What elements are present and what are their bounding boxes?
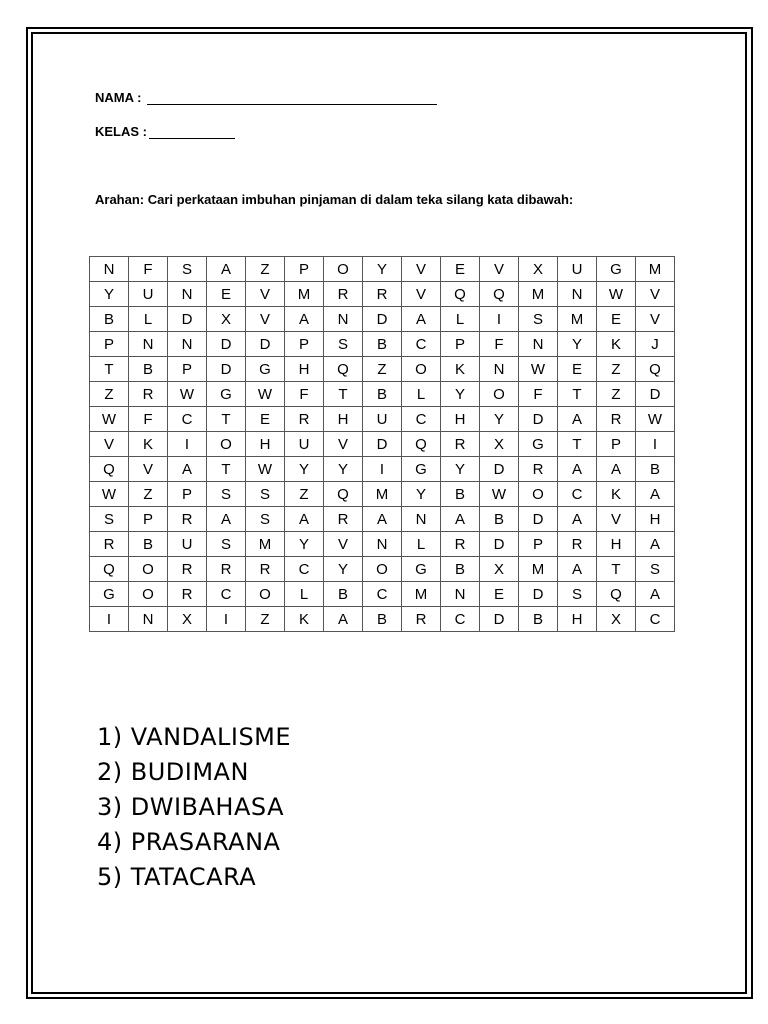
name-label: NAMA : <box>95 90 142 105</box>
grid-cell: M <box>285 282 324 307</box>
name-field <box>95 90 437 105</box>
grid-cell: D <box>246 332 285 357</box>
grid-cell: N <box>363 532 402 557</box>
grid-cell: T <box>90 357 129 382</box>
grid-cell: X <box>480 432 519 457</box>
grid-cell: T <box>207 457 246 482</box>
grid-row <box>90 307 675 332</box>
grid-row <box>90 607 675 632</box>
grid-cell: C <box>285 557 324 582</box>
grid-cell: Q <box>90 557 129 582</box>
grid-cell: N <box>480 357 519 382</box>
grid-cell: U <box>363 407 402 432</box>
grid-cell: Q <box>441 282 480 307</box>
grid-cell: A <box>441 507 480 532</box>
grid-cell: M <box>558 307 597 332</box>
grid-cell: V <box>480 257 519 282</box>
grid-cell: O <box>324 257 363 282</box>
grid-cell: A <box>558 557 597 582</box>
grid-cell: A <box>363 507 402 532</box>
grid-cell: Z <box>597 382 636 407</box>
grid-cell: S <box>324 332 363 357</box>
grid-cell: I <box>207 607 246 632</box>
grid-cell: H <box>597 532 636 557</box>
grid-cell: A <box>168 457 207 482</box>
grid-cell: N <box>519 332 558 357</box>
grid-row <box>90 332 675 357</box>
grid-cell: A <box>558 507 597 532</box>
grid-cell: D <box>480 457 519 482</box>
grid-cell: R <box>168 557 207 582</box>
grid-cell: Y <box>285 457 324 482</box>
grid-cell: R <box>558 532 597 557</box>
grid-cell: Y <box>441 382 480 407</box>
grid-cell: Y <box>402 482 441 507</box>
grid-cell: Z <box>90 382 129 407</box>
grid-cell: L <box>402 532 441 557</box>
grid-cell: Z <box>246 607 285 632</box>
word-list-item: 3) DWIBAHASA <box>97 793 284 821</box>
grid-cell: A <box>402 307 441 332</box>
grid-cell: C <box>636 607 675 632</box>
grid-cell: W <box>246 382 285 407</box>
grid-cell: S <box>519 307 558 332</box>
grid-cell: L <box>285 582 324 607</box>
word-list-item: 5) TATACARA <box>97 863 257 891</box>
grid-cell: V <box>324 532 363 557</box>
grid-cell: A <box>207 257 246 282</box>
grid-cell: G <box>402 457 441 482</box>
grid-cell: W <box>519 357 558 382</box>
grid-cell: A <box>636 582 675 607</box>
grid-cell: S <box>207 532 246 557</box>
grid-cell: I <box>636 432 675 457</box>
grid-row <box>90 357 675 382</box>
grid-cell: D <box>363 307 402 332</box>
grid-cell: R <box>207 557 246 582</box>
grid-cell: X <box>597 607 636 632</box>
name-blank-line[interactable] <box>147 92 437 105</box>
grid-row <box>90 557 675 582</box>
grid-cell: R <box>90 532 129 557</box>
grid-cell: K <box>129 432 168 457</box>
grid-cell: L <box>402 382 441 407</box>
grid-cell: M <box>402 582 441 607</box>
grid-cell: F <box>129 257 168 282</box>
grid-cell: X <box>168 607 207 632</box>
grid-row <box>90 382 675 407</box>
grid-cell: R <box>168 507 207 532</box>
grid-cell: B <box>636 457 675 482</box>
grid-cell: E <box>441 257 480 282</box>
grid-cell: P <box>129 507 168 532</box>
grid-cell: I <box>363 457 402 482</box>
grid-cell: J <box>636 332 675 357</box>
grid-cell: X <box>480 557 519 582</box>
grid-cell: U <box>129 282 168 307</box>
grid-cell: E <box>207 282 246 307</box>
grid-cell: T <box>558 382 597 407</box>
grid-cell: D <box>207 332 246 357</box>
grid-cell: G <box>597 257 636 282</box>
grid-cell: B <box>129 532 168 557</box>
word-list-item: 4) PRASARANA <box>97 828 281 856</box>
grid-cell: Y <box>363 257 402 282</box>
grid-cell: Y <box>285 532 324 557</box>
class-field <box>95 124 235 139</box>
grid-row <box>90 507 675 532</box>
grid-cell: R <box>441 532 480 557</box>
grid-cell: G <box>90 582 129 607</box>
grid-cell: W <box>597 282 636 307</box>
grid-cell: K <box>441 357 480 382</box>
grid-cell: S <box>246 482 285 507</box>
grid-cell: E <box>480 582 519 607</box>
grid-cell: C <box>558 482 597 507</box>
grid-cell: F <box>285 382 324 407</box>
grid-cell: A <box>636 532 675 557</box>
grid-cell: O <box>129 582 168 607</box>
grid-cell: B <box>90 307 129 332</box>
grid-cell: D <box>168 307 207 332</box>
grid-cell: K <box>597 482 636 507</box>
grid-cell: U <box>558 257 597 282</box>
grid-cell: R <box>324 507 363 532</box>
grid-cell: I <box>90 607 129 632</box>
grid-cell: B <box>129 357 168 382</box>
grid-cell: H <box>636 507 675 532</box>
grid-cell: Z <box>597 357 636 382</box>
grid-cell: C <box>441 607 480 632</box>
grid-cell: W <box>480 482 519 507</box>
instruction-text: Arahan: Cari perkataan imbuhan pinjaman di dalam teka silang kata dibawah: <box>95 192 574 207</box>
grid-cell: D <box>519 507 558 532</box>
grid-cell: N <box>441 582 480 607</box>
grid-cell: Q <box>90 457 129 482</box>
grid-cell: R <box>285 407 324 432</box>
grid-cell: Q <box>324 482 363 507</box>
grid-cell: C <box>207 582 246 607</box>
grid-cell: Y <box>324 457 363 482</box>
grid-cell: P <box>597 432 636 457</box>
grid-cell: A <box>636 482 675 507</box>
grid-cell: G <box>519 432 558 457</box>
grid-cell: X <box>519 257 558 282</box>
grid-cell: O <box>246 582 285 607</box>
grid-cell: R <box>441 432 480 457</box>
grid-cell: S <box>246 507 285 532</box>
grid-cell: D <box>480 607 519 632</box>
grid-cell: V <box>636 307 675 332</box>
grid-cell: V <box>402 257 441 282</box>
grid-cell: C <box>402 332 441 357</box>
grid-cell: U <box>168 532 207 557</box>
grid-cell: Y <box>441 457 480 482</box>
grid-cell: T <box>558 432 597 457</box>
grid-cell: P <box>168 357 207 382</box>
grid-cell: A <box>597 457 636 482</box>
grid-cell: P <box>441 332 480 357</box>
grid-row <box>90 432 675 457</box>
grid-cell: A <box>558 457 597 482</box>
grid-cell: C <box>168 407 207 432</box>
grid-row <box>90 257 675 282</box>
grid-cell: C <box>402 407 441 432</box>
grid-cell: S <box>558 582 597 607</box>
grid-cell: N <box>90 257 129 282</box>
grid-cell: R <box>324 282 363 307</box>
grid-cell: D <box>519 407 558 432</box>
grid-cell: O <box>480 382 519 407</box>
grid-cell: R <box>519 457 558 482</box>
class-label: KELAS : <box>95 124 147 139</box>
grid-cell: V <box>90 432 129 457</box>
grid-cell: T <box>324 382 363 407</box>
grid-cell: H <box>324 407 363 432</box>
grid-cell: B <box>480 507 519 532</box>
grid-cell: H <box>246 432 285 457</box>
grid-cell: G <box>207 382 246 407</box>
grid-cell: Z <box>363 357 402 382</box>
grid-cell: R <box>246 557 285 582</box>
grid-cell: O <box>207 432 246 457</box>
grid-cell: Q <box>480 282 519 307</box>
grid-cell: A <box>324 607 363 632</box>
grid-cell: B <box>519 607 558 632</box>
word-search-grid <box>89 256 675 632</box>
grid-cell: P <box>285 332 324 357</box>
grid-cell: S <box>636 557 675 582</box>
grid-cell: Z <box>246 257 285 282</box>
class-blank-line[interactable] <box>149 126 235 139</box>
grid-cell: B <box>441 557 480 582</box>
grid-cell: H <box>285 357 324 382</box>
grid-cell: R <box>129 382 168 407</box>
grid-cell: V <box>597 507 636 532</box>
grid-cell: M <box>363 482 402 507</box>
grid-cell: R <box>363 282 402 307</box>
grid-cell: P <box>90 332 129 357</box>
grid-cell: D <box>363 432 402 457</box>
grid-cell: E <box>558 357 597 382</box>
grid-cell: S <box>207 482 246 507</box>
grid-cell: N <box>324 307 363 332</box>
grid-cell: M <box>246 532 285 557</box>
grid-cell: M <box>636 257 675 282</box>
grid-cell: R <box>168 582 207 607</box>
grid-cell: G <box>402 557 441 582</box>
grid-cell: D <box>207 357 246 382</box>
word-list-item: 2) BUDIMAN <box>97 758 249 786</box>
grid-cell: Y <box>90 282 129 307</box>
grid-cell: Y <box>558 332 597 357</box>
grid-cell: Q <box>324 357 363 382</box>
grid-cell: W <box>90 407 129 432</box>
grid-cell: A <box>285 507 324 532</box>
grid-cell: W <box>90 482 129 507</box>
grid-cell: W <box>246 457 285 482</box>
grid-row <box>90 532 675 557</box>
grid-cell: Z <box>285 482 324 507</box>
grid-cell: M <box>519 557 558 582</box>
grid-cell: B <box>324 582 363 607</box>
grid-cell: O <box>519 482 558 507</box>
word-list <box>97 720 291 895</box>
grid-cell: O <box>129 557 168 582</box>
grid-cell: V <box>402 282 441 307</box>
grid-cell: Q <box>402 432 441 457</box>
grid-cell: S <box>168 257 207 282</box>
grid-row <box>90 582 675 607</box>
grid-cell: R <box>597 407 636 432</box>
grid-cell: C <box>363 582 402 607</box>
grid-cell: V <box>246 307 285 332</box>
grid-cell: E <box>597 307 636 332</box>
grid-row <box>90 457 675 482</box>
grid-cell: O <box>363 557 402 582</box>
grid-cell: Y <box>480 407 519 432</box>
grid-cell: V <box>129 457 168 482</box>
grid-cell: N <box>129 607 168 632</box>
grid-cell: A <box>285 307 324 332</box>
grid-row <box>90 282 675 307</box>
grid-cell: P <box>285 257 324 282</box>
grid-row <box>90 407 675 432</box>
grid-cell: Z <box>129 482 168 507</box>
grid-cell: B <box>363 332 402 357</box>
grid-cell: P <box>168 482 207 507</box>
grid-cell: H <box>558 607 597 632</box>
grid-cell: T <box>597 557 636 582</box>
grid-cell: D <box>480 532 519 557</box>
grid-cell: D <box>519 582 558 607</box>
grid-cell: Q <box>597 582 636 607</box>
grid-cell: F <box>480 332 519 357</box>
grid-cell: F <box>519 382 558 407</box>
word-list-item: 1) VANDALISME <box>97 723 292 751</box>
grid-cell: A <box>558 407 597 432</box>
grid-cell: X <box>207 307 246 332</box>
grid-cell: L <box>129 307 168 332</box>
grid-cell: I <box>168 432 207 457</box>
grid-cell: K <box>285 607 324 632</box>
grid-cell: B <box>363 607 402 632</box>
grid-cell: L <box>441 307 480 332</box>
grid-cell: R <box>402 607 441 632</box>
grid-cell: B <box>441 482 480 507</box>
grid-row <box>90 482 675 507</box>
grid-cell: U <box>285 432 324 457</box>
grid-cell: V <box>324 432 363 457</box>
grid-cell: O <box>402 357 441 382</box>
grid-cell: Y <box>324 557 363 582</box>
grid-cell: W <box>168 382 207 407</box>
grid-cell: Q <box>636 357 675 382</box>
grid-cell: V <box>636 282 675 307</box>
grid-cell: P <box>519 532 558 557</box>
grid-cell: F <box>129 407 168 432</box>
grid-cell: M <box>519 282 558 307</box>
grid-cell: N <box>129 332 168 357</box>
grid-cell: W <box>636 407 675 432</box>
grid-cell: N <box>168 282 207 307</box>
grid-cell: G <box>246 357 285 382</box>
grid-cell: K <box>597 332 636 357</box>
grid-cell: V <box>246 282 285 307</box>
grid-cell: T <box>207 407 246 432</box>
grid-cell: I <box>480 307 519 332</box>
grid-cell: B <box>363 382 402 407</box>
grid-cell: N <box>168 332 207 357</box>
grid-cell: N <box>402 507 441 532</box>
grid-cell: D <box>636 382 675 407</box>
grid-cell: E <box>246 407 285 432</box>
grid-cell: S <box>90 507 129 532</box>
grid-cell: N <box>558 282 597 307</box>
grid-cell: H <box>441 407 480 432</box>
grid-cell: A <box>207 507 246 532</box>
